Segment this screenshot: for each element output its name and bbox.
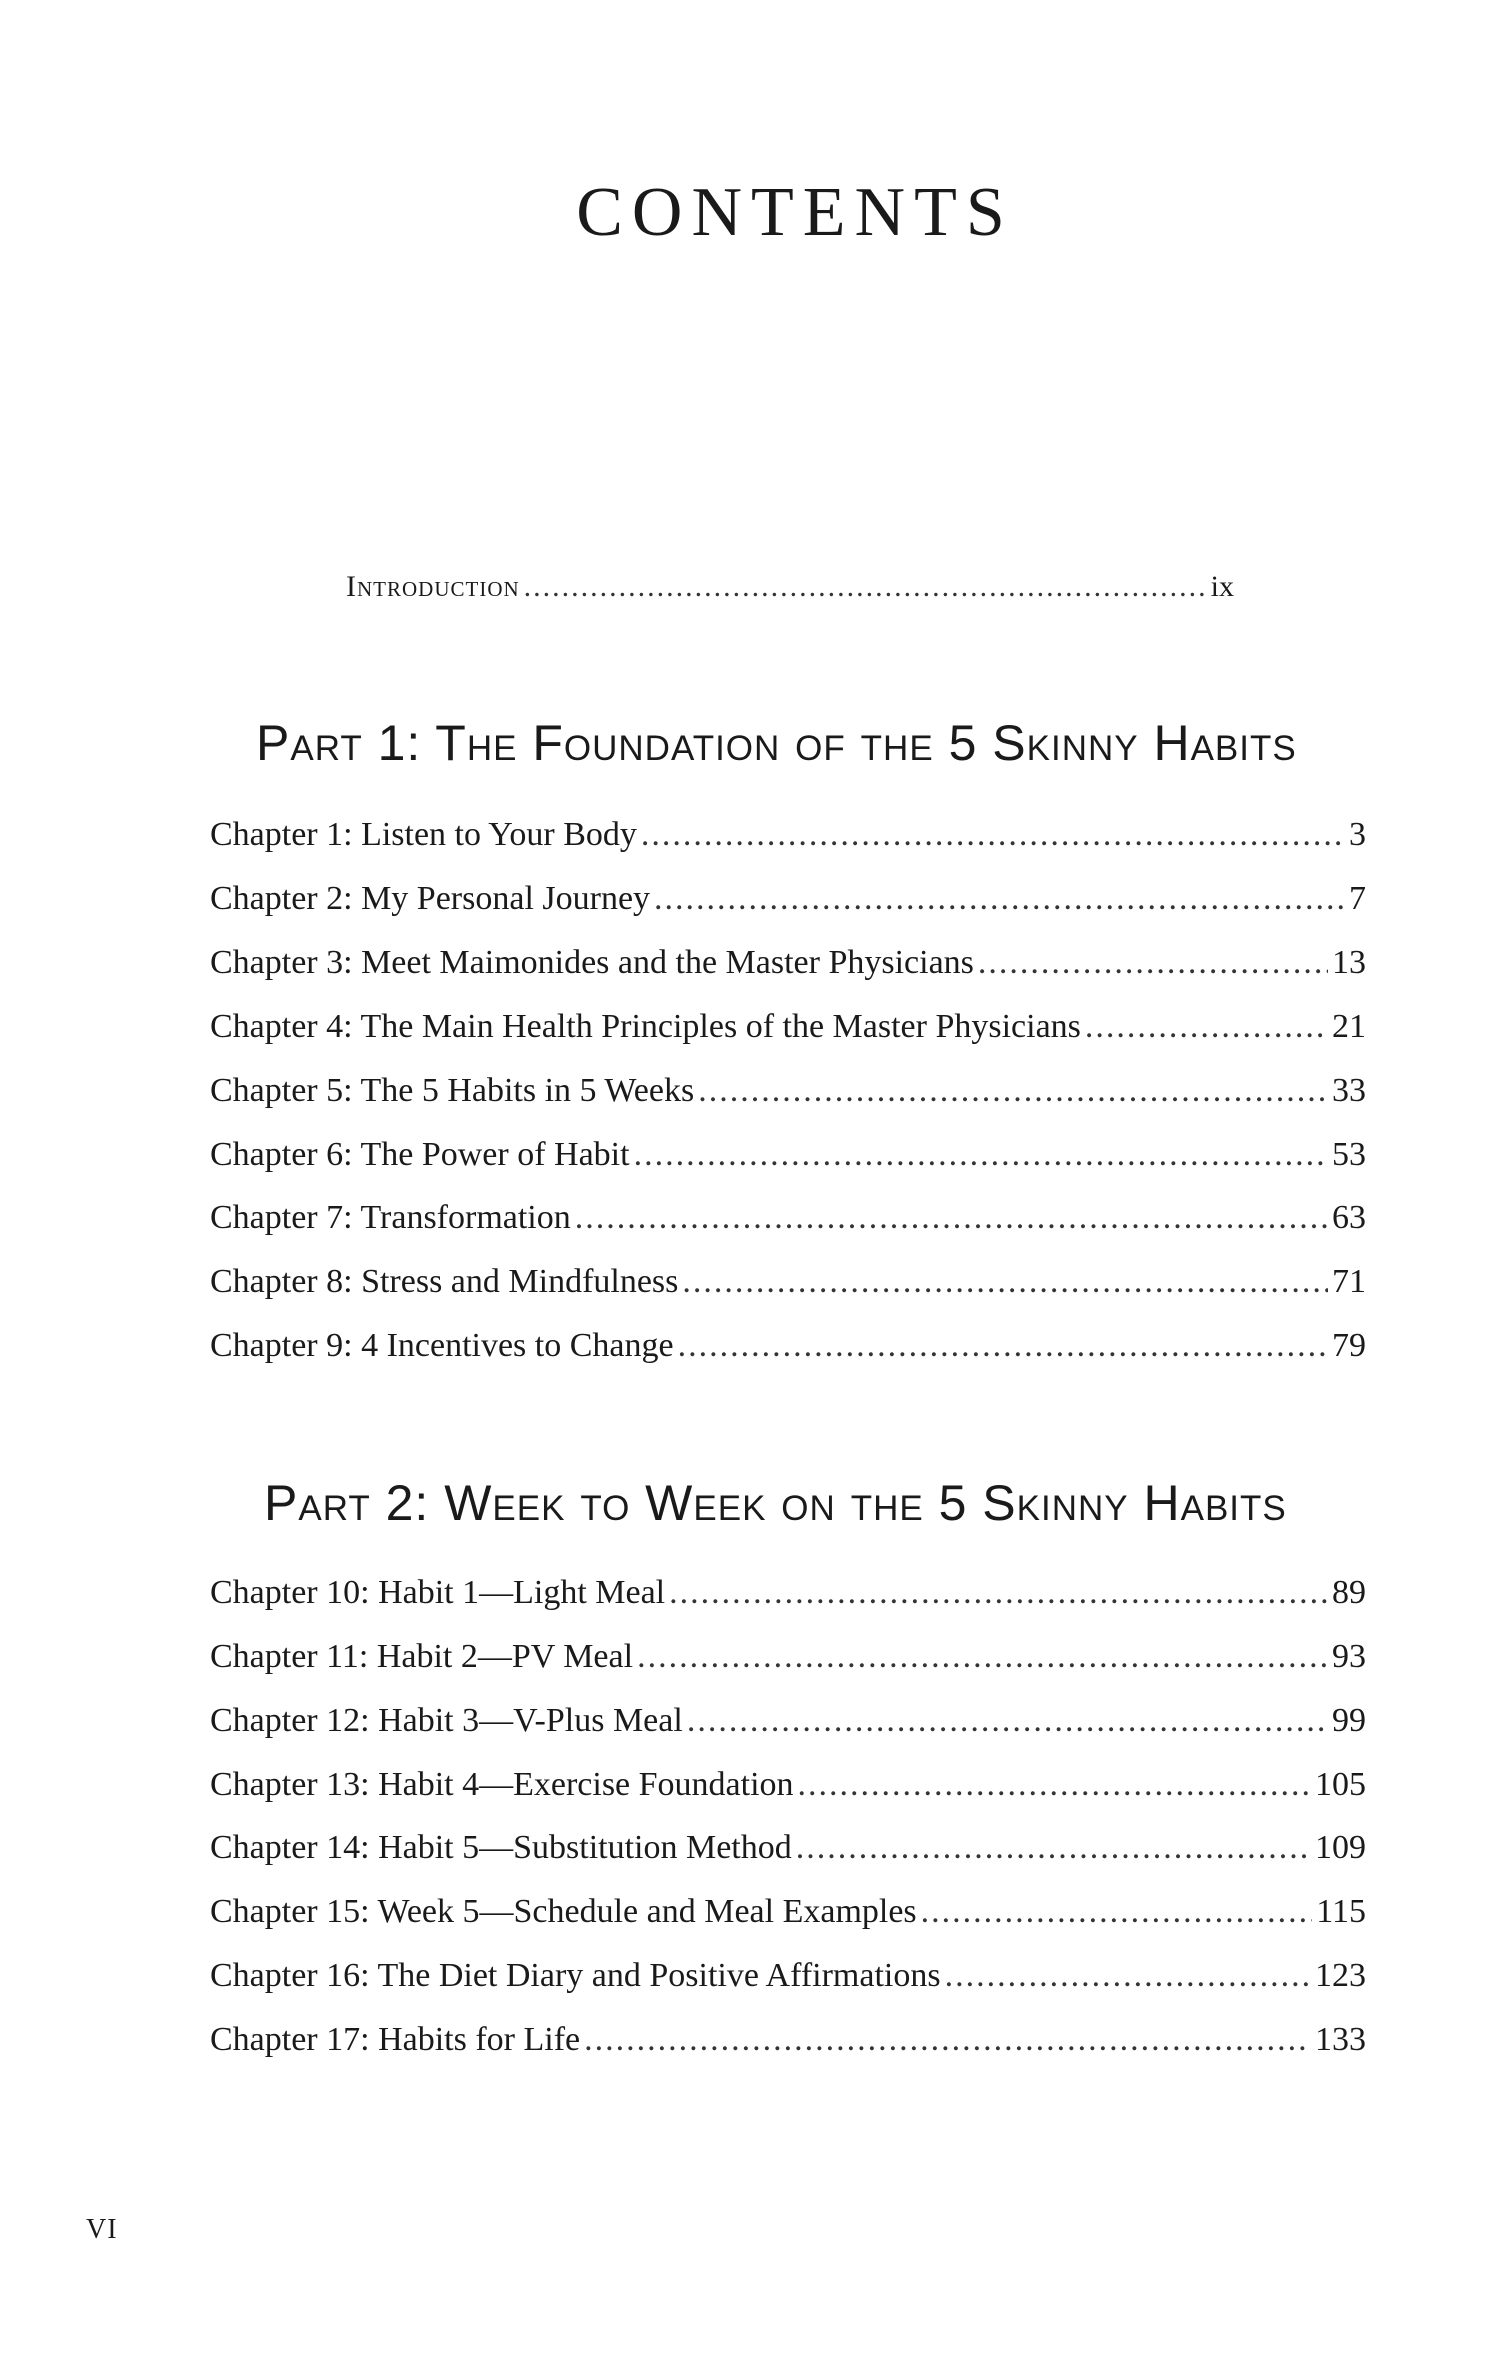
toc-chapter-11 <box>210 1640 1366 1674</box>
toc-chapter-4 <box>210 1010 1366 1044</box>
toc-page-number: 109 <box>1315 1829 1366 1866</box>
part-2-heading: Part 2: Week to Week on the 5 Skinny Habits <box>264 1475 1287 1531</box>
toc-entry-label: Chapter 9: 4 Incentives to Change <box>210 1327 674 1364</box>
dot-leader <box>945 1959 1311 1993</box>
toc-page-number: 123 <box>1315 1957 1366 1994</box>
toc-page-number: 63 <box>1332 1199 1366 1236</box>
toc-page-number: 93 <box>1332 1638 1366 1675</box>
toc-chapter-6 <box>210 1138 1366 1172</box>
dot-leader <box>682 1265 1328 1299</box>
toc-chapter-10 <box>210 1576 1366 1610</box>
toc-page-number: 105 <box>1315 1766 1366 1803</box>
toc-page-number: 33 <box>1332 1072 1366 1109</box>
dot-leader <box>978 946 1328 980</box>
part-1-heading: Part 1: The Foundation of the 5 Skinny Habits <box>256 715 1297 771</box>
toc-entry-label: Chapter 12: Habit 3—V-Plus Meal <box>210 1702 683 1739</box>
toc-chapter-14 <box>210 1831 1366 1865</box>
toc-page-number: ix <box>1210 570 1234 603</box>
toc-page-number: 71 <box>1332 1263 1366 1300</box>
toc-chapter-9 <box>210 1329 1366 1363</box>
toc-entry-label: Chapter 14: Habit 5—Substitution Method <box>210 1829 792 1866</box>
dot-leader <box>921 1895 1313 1929</box>
dot-leader <box>584 2023 1311 2057</box>
toc-chapter-5 <box>210 1074 1366 1108</box>
toc-entry-label: Chapter 3: Meet Maimonides and the Master Physicians <box>210 944 974 981</box>
toc-page-number: 89 <box>1332 1574 1366 1611</box>
dot-leader <box>1085 1010 1328 1044</box>
toc-entry-label: Chapter 13: Habit 4—Exercise Foundation <box>210 1766 794 1803</box>
dot-leader <box>654 882 1345 916</box>
toc-entry-label: Introduction <box>346 570 520 603</box>
toc-entry-label: Chapter 8: Stress and Mindfulness <box>210 1263 679 1300</box>
toc-introduction <box>346 572 1234 602</box>
toc-entry-label: Chapter 2: My Personal Journey <box>210 880 651 917</box>
dot-leader <box>798 1768 1311 1802</box>
toc-entry-label: Chapter 17: Habits for Life <box>210 2021 581 2058</box>
toc-page-number: 115 <box>1316 1893 1366 1930</box>
toc-chapter-15 <box>210 1895 1366 1929</box>
toc-chapter-8 <box>210 1265 1366 1299</box>
toc-entry-label: Chapter 15: Week 5—Schedule and Meal Examples <box>210 1893 917 1930</box>
toc-chapter-16 <box>210 1959 1366 1993</box>
page-folio: VI <box>86 2214 118 2245</box>
toc-entry-label: Chapter 5: The 5 Habits in 5 Weeks <box>210 1072 695 1109</box>
toc-page-number: 21 <box>1332 1008 1366 1045</box>
dot-leader <box>678 1329 1328 1363</box>
toc-chapter-1 <box>210 818 1366 852</box>
dot-leader <box>687 1704 1328 1738</box>
toc-page-number: 3 <box>1349 816 1366 853</box>
toc-page-number: 13 <box>1332 944 1366 981</box>
dot-leader <box>641 818 1345 852</box>
toc-entry-label: Chapter 16: The Diet Diary and Positive Affirmations <box>210 1957 941 1994</box>
toc-entry-label: Chapter 1: Listen to Your Body <box>210 816 637 853</box>
toc-entry-label: Chapter 7: Transformation <box>210 1199 571 1236</box>
toc-chapter-13 <box>210 1768 1366 1802</box>
toc-chapter-12 <box>210 1704 1366 1738</box>
toc-entry-label: Chapter 10: Habit 1—Light Meal <box>210 1574 666 1611</box>
toc-page-number: 133 <box>1315 2021 1366 2058</box>
page-title: CONTENTS <box>576 174 1014 251</box>
dot-leader <box>524 572 1207 602</box>
toc-chapter-17 <box>210 2023 1366 2057</box>
dot-leader <box>796 1831 1311 1865</box>
toc-chapter-3 <box>210 946 1366 980</box>
toc-entry-label: Chapter 11: Habit 2—PV Meal <box>210 1638 634 1675</box>
toc-page-number: 7 <box>1349 880 1366 917</box>
toc-page-number: 99 <box>1332 1702 1366 1739</box>
toc-entry-label: Chapter 6: The Power of Habit <box>210 1136 630 1173</box>
toc-page-number: 79 <box>1332 1327 1366 1364</box>
toc-chapter-7 <box>210 1201 1366 1235</box>
dot-leader <box>637 1640 1328 1674</box>
toc-page-number: 53 <box>1332 1136 1366 1173</box>
dot-leader <box>698 1074 1328 1108</box>
toc-entry-label: Chapter 4: The Main Health Principles of the Master Physicians <box>210 1008 1081 1045</box>
toc-chapter-2 <box>210 882 1366 916</box>
dot-leader <box>634 1138 1328 1172</box>
dot-leader <box>669 1576 1328 1610</box>
dot-leader <box>575 1201 1328 1235</box>
